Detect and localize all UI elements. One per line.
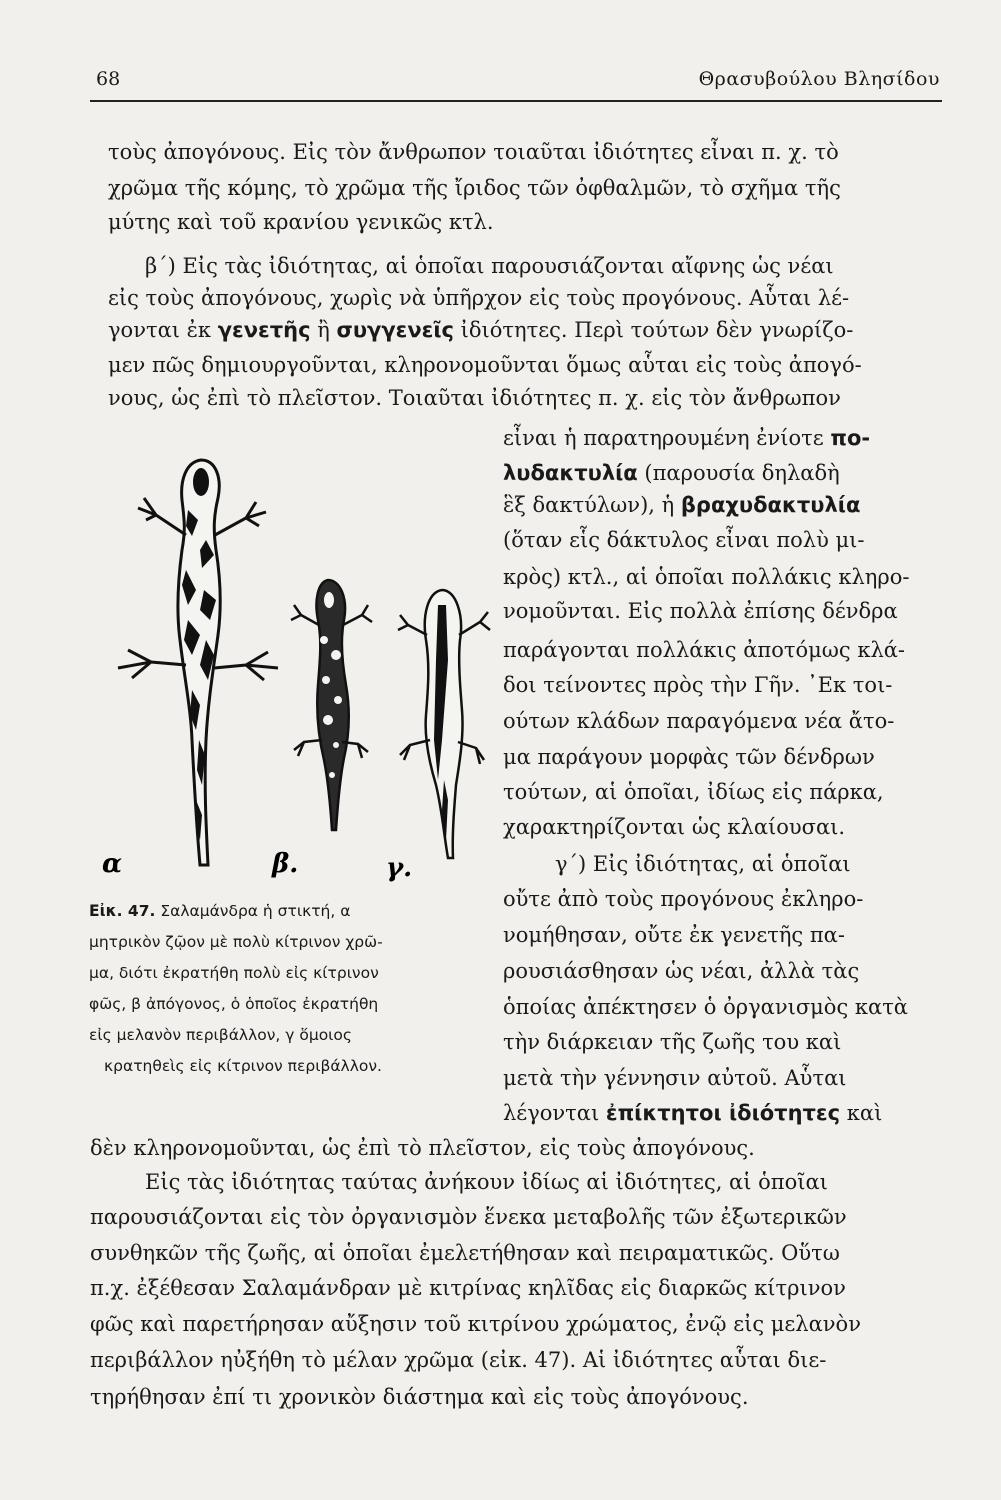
text-line: (ὅταν εἷς δάκτυλος εἶναι πολὺ μι- xyxy=(503,528,865,552)
term-syngenic: συγγενεῖς xyxy=(336,318,454,342)
term-genetic: γενετῆς xyxy=(217,318,311,342)
text-line: εἰς τοὺς ἀπογόνους, χωρὶς νὰ ὑπῆρχον εἰς τοὺς προγόνους. Αὗται λέ- xyxy=(108,286,850,310)
running-head: Θρασυβούλου Βλησίδου xyxy=(698,68,940,90)
term-acquired-traits: ἐπίκτητοι ἰδιότητες xyxy=(605,1101,841,1125)
poly-line-2 xyxy=(503,458,840,488)
text-fragment: ἢ xyxy=(317,318,330,342)
brachy-line-1 xyxy=(503,490,860,520)
text-line: τὴν διάρκειαν τῆς ζωῆς του καὶ xyxy=(503,1030,842,1054)
salamander-c-illustration xyxy=(398,590,490,858)
text-fragment: καὶ xyxy=(846,1101,883,1125)
figure-caption-line: μητρικὸν ζῷον μὲ πολὺ κίτρινον χρῶ- xyxy=(89,933,383,951)
salamander-a-illustration xyxy=(118,460,278,865)
text-fragment: γονται ἐκ xyxy=(108,318,212,342)
text-line: οὔτε ἀπὸ τοὺς προγόνους ἐκληρο- xyxy=(503,887,864,911)
text-line: νομήθησαν, οὔτε ἐκ γενετῆς πα- xyxy=(503,923,845,947)
text-line: περιβάλλον ηὐξήθη τὸ μέλαν χρῶμα (εἰκ. 47). Αἱ ἰδιότητες αὗται διε- xyxy=(90,1348,827,1372)
salamander-b-illustration xyxy=(291,580,372,830)
text-line: β΄) Εἰς τὰς ἰδιότητας, αἱ ὁποῖαι παρουσιάζονται αἴφνης ὡς νέαι xyxy=(145,254,834,278)
text-line: γ΄) Εἰς ἰδιότητας, αἱ ὁποῖαι xyxy=(555,852,851,876)
text-fragment: ἓξ xyxy=(503,493,526,517)
figure-caption-label: Εἰκ. 47. xyxy=(89,902,156,920)
text-line: φῶς καὶ παρετήρησαν αὔξησιν τοῦ κιτρίνου χρώματος, ἐνῷ εἰς μελανὸν xyxy=(90,1312,861,1336)
text-line: π.χ. ἐξέθεσαν Σαλαμάνδραν μὲ κιτρίνας κηλῖδας εἰς διαρκῶς κίτρινον xyxy=(90,1276,846,1300)
text-line: μύτης καὶ τοῦ κρανίου γενικῶς κτλ. xyxy=(108,210,494,234)
text-fragment: δακτύλων), ἡ xyxy=(532,493,675,517)
text-fragment: εἶναι ἡ παρατηρουμένη ἐνίοτε xyxy=(503,426,824,450)
figure-label-a: α xyxy=(102,849,123,879)
text-line: χρῶμα τῆς κόμης, τὸ χρῶμα τῆς ἴριδος τῶν ὀφθαλμῶν, τὸ σχῆμα τῆς xyxy=(108,176,841,200)
text-line: ούτων κλάδων παραγόμενα νέα ἄτο- xyxy=(503,709,895,733)
figure-caption-line: κρατηθεὶς εἰς κίτρινον περιβάλλον. xyxy=(104,1057,382,1075)
figure-label-b: β. xyxy=(272,849,299,879)
text-line: δοι τείνοντες πρὸς τὴν Γῆν. ᾿Εκ τοι- xyxy=(503,673,893,697)
figure-caption-line: εἰς μελανὸν περιβάλλον, γ ὅμοιος xyxy=(89,1026,353,1044)
text-line: νους, ὡς ἐπὶ τὸ πλεῖστον. Τοιαῦται ἰδιότητες π. χ. εἰς τὸν ἄνθρωπον xyxy=(108,386,841,410)
text-line: δὲν κληρονομοῦνται, ὡς ἐπὶ τὸ πλεῖστον, εἰς τοὺς ἀπογόνους. xyxy=(90,1136,755,1160)
text-line: τούτων, αἱ ὁποῖαι, ἰδίως εἰς πάρκα, xyxy=(503,780,884,804)
text-line: τηρήθησαν ἐπί τι χρονικὸν διάστημα καὶ εἰς τοὺς ἀπογόνους. xyxy=(90,1385,749,1409)
text-line: χαρακτηρίζονται ὡς κλαίουσαι. xyxy=(503,815,846,839)
term-brachydactyly: βραχυδακτυλία xyxy=(680,493,861,517)
genetic-line xyxy=(108,315,853,345)
text-line: μα παράγουν μορφὰς τῶν δένδρων xyxy=(503,745,875,769)
term-polydactyly-start: πο- xyxy=(830,426,871,450)
figure-label-c: γ. xyxy=(386,853,413,883)
text-line: ρουσιάσθησαν ὡς νέαι, ἀλλὰ τὰς xyxy=(503,959,860,983)
poly-line-1 xyxy=(503,423,870,453)
text-fragment: (παρουσία δηλαδὴ xyxy=(644,461,840,485)
acquired-line xyxy=(503,1098,882,1128)
text-line: τοὺς ἀπογόνους. Εἰς τὸν ἄνθρωπον τοιαῦται ἰδιότητες εἶναι π. χ. τὸ xyxy=(108,140,839,164)
text-line: κρὸς) κτλ., αἱ ὁποῖαι πολλάκις κληρο- xyxy=(503,565,910,589)
text-line: Εἰς τὰς ἰδιότητας ταύτας ἀνήκουν ἰδίως αἱ ἰδιότητες, αἱ ὁποῖαι xyxy=(145,1170,828,1194)
text-line: μεν πῶς δημιουργοῦνται, κληρονομοῦνται ὅμως αὗται εἰς τοὺς ἀπογό- xyxy=(108,353,862,377)
page-header xyxy=(90,60,942,102)
text-line: παράγονται πολλάκις ἀποτόμως κλά- xyxy=(503,638,906,662)
text-line: παρουσιάζονται εἰς τὸν ὀργανισμὸν ἕνεκα μεταβολῆς τῶν ἐξωτερικῶν xyxy=(90,1205,847,1229)
text-fragment: ἰδιότητες. Περὶ τούτων δὲν γνωρίζο- xyxy=(460,318,854,342)
figure-caption-line: μα, διότι ἐκρατήθη πολὺ εἰς κίτρινον xyxy=(89,964,379,982)
text-line: μετὰ τὴν γέννησιν αὐτοῦ. Αὗται xyxy=(503,1066,847,1090)
figure-caption-line xyxy=(89,897,350,925)
text-fragment: λέγονται xyxy=(503,1101,600,1125)
salamander-figure xyxy=(96,440,496,890)
term-polydactyly: λυδακτυλία xyxy=(503,461,638,485)
text-line: συνθηκῶν τῆς ζωῆς, αἱ ὁποῖαι ἐμελετήθησαν καὶ πειραματικῶς. Οὕτω xyxy=(90,1241,840,1265)
text-line: νομοῦνται. Εἰς πολλὰ ἐπίσης δένδρα xyxy=(503,599,898,623)
page-number: 68 xyxy=(96,68,121,90)
text-line: ὁποίας ἀπέκτησεν ὁ ὀργανισμὸς κατὰ xyxy=(503,995,908,1019)
caption-text: Σαλαμάνδρα ἡ στικτή, α xyxy=(160,902,351,920)
figure-caption-line: φῶς, β ἀπόγονος, ὁ ὁποῖος ἐκρατήθη xyxy=(89,995,379,1013)
